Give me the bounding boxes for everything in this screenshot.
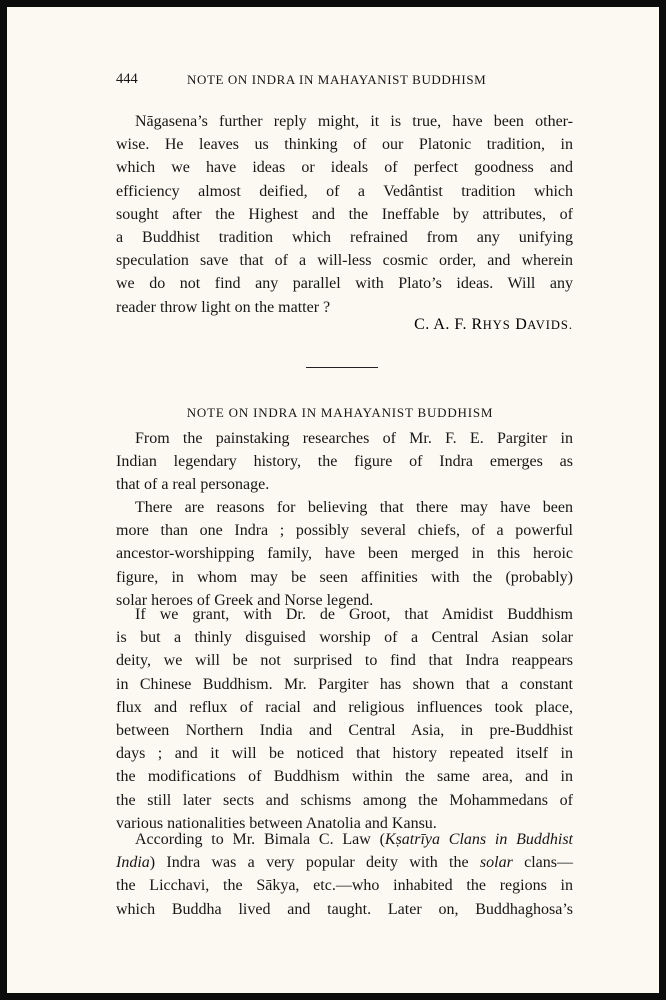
signature-name-initial: R [471, 316, 483, 333]
text-line: which Buddha lived and taught. Later on, Buddhaghosa’s [116, 900, 573, 918]
emphasis-italic: solar [479, 854, 513, 872]
article-paragraph-4 [116, 828, 573, 921]
book-title-italic: Kṣatrīya Clans in Buddhist [384, 831, 574, 848]
text-line: Nāgasena’s further reply might, it is true, have been other- [135, 113, 573, 130]
text-line: various nationalities between Anatolia and Kansu. [116, 814, 437, 832]
text-line: more than one Indra ; possibly several chiefs, of a powerful [116, 522, 573, 540]
text-run: ) Indra was a very popular deity with the [149, 854, 480, 872]
text-line: that of a real personage. [116, 476, 270, 494]
section-divider [306, 367, 378, 368]
running-title: NOTE ON INDRA IN MAHAYANIST BUDDHISM [187, 72, 487, 87]
running-head [116, 71, 573, 88]
text-line: wise. He leaves us thinking of our Platonic tradition, in [116, 136, 573, 154]
text-line: sought after the Highest and the Ineffable by attributes, of [116, 205, 573, 223]
text-run: According to Mr. Bimala C. Law ( [135, 831, 385, 848]
text-line: the Licchavi, the Sākya, etc.—who inhabited the regions in [116, 877, 573, 895]
article-paragraph-1 [116, 427, 573, 497]
text-run: clans— [512, 854, 574, 872]
text-line: days ; and it will be noticed that history repeated itself in [116, 745, 573, 763]
text-line [116, 851, 573, 874]
article-paragraph-2 [116, 496, 573, 612]
text-line: the still later sects and schisms among the Mohammedans of [116, 791, 573, 809]
text-line: solar heroes of Greek and Norse legend. [116, 591, 374, 609]
text-line: speculation save that of a will-less cosmic order, and wherein [116, 252, 573, 270]
text-line: There are reasons for believing that there may have been [135, 499, 573, 516]
article-paragraph-3 [116, 603, 573, 835]
book-title-italic: India [116, 854, 150, 872]
text-line: we do not find any parallel with Plato’s ideas. Will any [116, 275, 573, 293]
article-title: NOTE ON INDRA IN MAHAYANIST BUDDHISM [186, 405, 494, 420]
text-line: between Northern India and Central Asia, in pre-Buddhist [116, 722, 573, 740]
text-line: flux and reflux of racial and religious influences took place, [116, 698, 573, 716]
text-line [116, 828, 573, 851]
signature-name-rest: HYS [482, 318, 511, 332]
text-line: Indian legendary history, the figure of Indra emerges as [116, 453, 573, 471]
text-line: figure, in whom may be seen affinities with the (probably) [116, 568, 573, 586]
signature-surname-rest: AVIDS. [527, 318, 573, 332]
text-line: deity, we will be not surprised to find that Indra reappears [116, 652, 573, 670]
page-number: 444 [116, 71, 138, 87]
signature-initials: C. A. F. [414, 316, 468, 333]
document-page [7, 7, 659, 993]
text-line: which we have ideas or ideals of perfect goodness and [116, 159, 573, 177]
text-line: is but a thinly disguised worship of a Central Asian solar [116, 629, 573, 647]
text-line: a Buddhist tradition which refrained from any unifying [116, 229, 573, 247]
text-line: ancestor-worshipping family, have been merged in this heroic [116, 545, 573, 563]
text-line: From the painstaking researches of Mr. F. E. Pargiter in [135, 430, 573, 447]
author-signature [414, 316, 573, 334]
text-line: in Chinese Buddhism. Mr. Pargiter has shown that a constant [116, 675, 573, 693]
previous-note-paragraph [116, 110, 573, 319]
text-line: the modifications of Buddhism within the same area, and in [116, 768, 573, 786]
text-line: If we grant, with Dr. de Groot, that Amidist Buddhism [135, 606, 573, 623]
signature-surname-initial: D [515, 316, 528, 333]
text-line: reader throw light on the matter ? [116, 298, 331, 316]
text-line: efficiency almost deified, of a Vedântist tradition which [116, 182, 573, 200]
